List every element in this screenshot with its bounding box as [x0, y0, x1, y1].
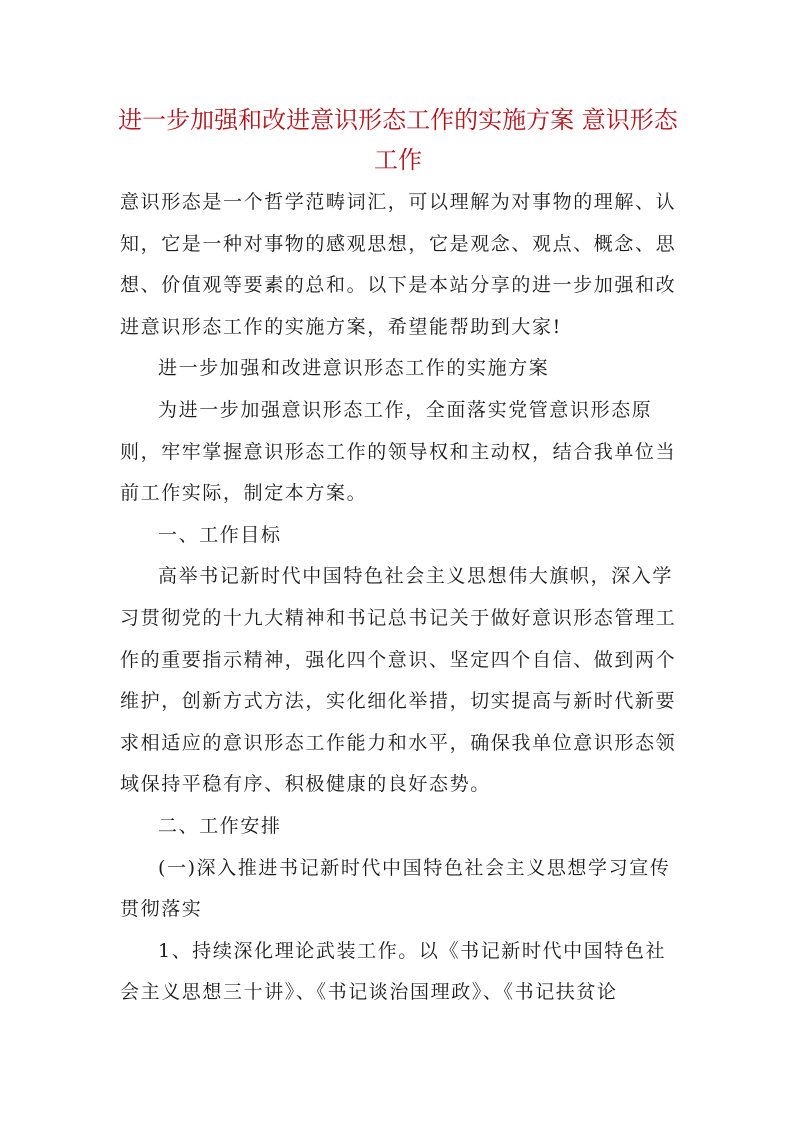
- purpose-paragraph: 为进一步加强意识形态工作，全面落实党管意识形态原则，牢牢掌握意识形态工作的领导权和主动权，结合我单位当前工作实际，制定本方案。: [120, 398, 677, 505]
- subsection-heading-1: (一)深入推进书记新时代中国特色社会主义思想学习宣传贯彻落实: [120, 856, 671, 921]
- section-heading-goals: 一、工作目标: [158, 523, 282, 546]
- goals-paragraph: 高举书记新时代中国特色社会主义思想伟大旗帜，深入学习贯彻党的十九大精神和书记总书记关于做好意识形态管理工作的重要指示精神，强化四个意识、坚定四个自信、做到两个维护，创新方式方法，实化细化举措，切实提高与新时代新要求相适应的意识形态工作能力和水平，确保我单位意识形态领域保持平稳有序、积极健康的良好态势。: [120, 565, 677, 796]
- document-body: [120, 182, 685, 1014]
- section-heading-plan: 进一步加强和改进意识形态工作的实施方案: [158, 357, 550, 380]
- document-title: 进一步加强和改进意识形态工作的实施方案 意识形态工作: [118, 106, 678, 174]
- item-paragraph-1: 1、持续深化理论武装工作。以《书记新时代中国特色社会主义思想三十讲》、《书记谈治国理政》、《书记扶贫论: [120, 939, 667, 1004]
- section-heading-arrangements: 二、工作安排: [158, 814, 282, 837]
- intro-paragraph: 意识形态是一个哲学范畴词汇，可以理解为对事物的理解、认知，它是一种对事物的感观思想，它是观念、观点、概念、思想、价值观等要素的总和。以下是本站分享的进一步加强和改进意识形态工作的实施方案，希望能帮助到大家!: [120, 191, 677, 338]
